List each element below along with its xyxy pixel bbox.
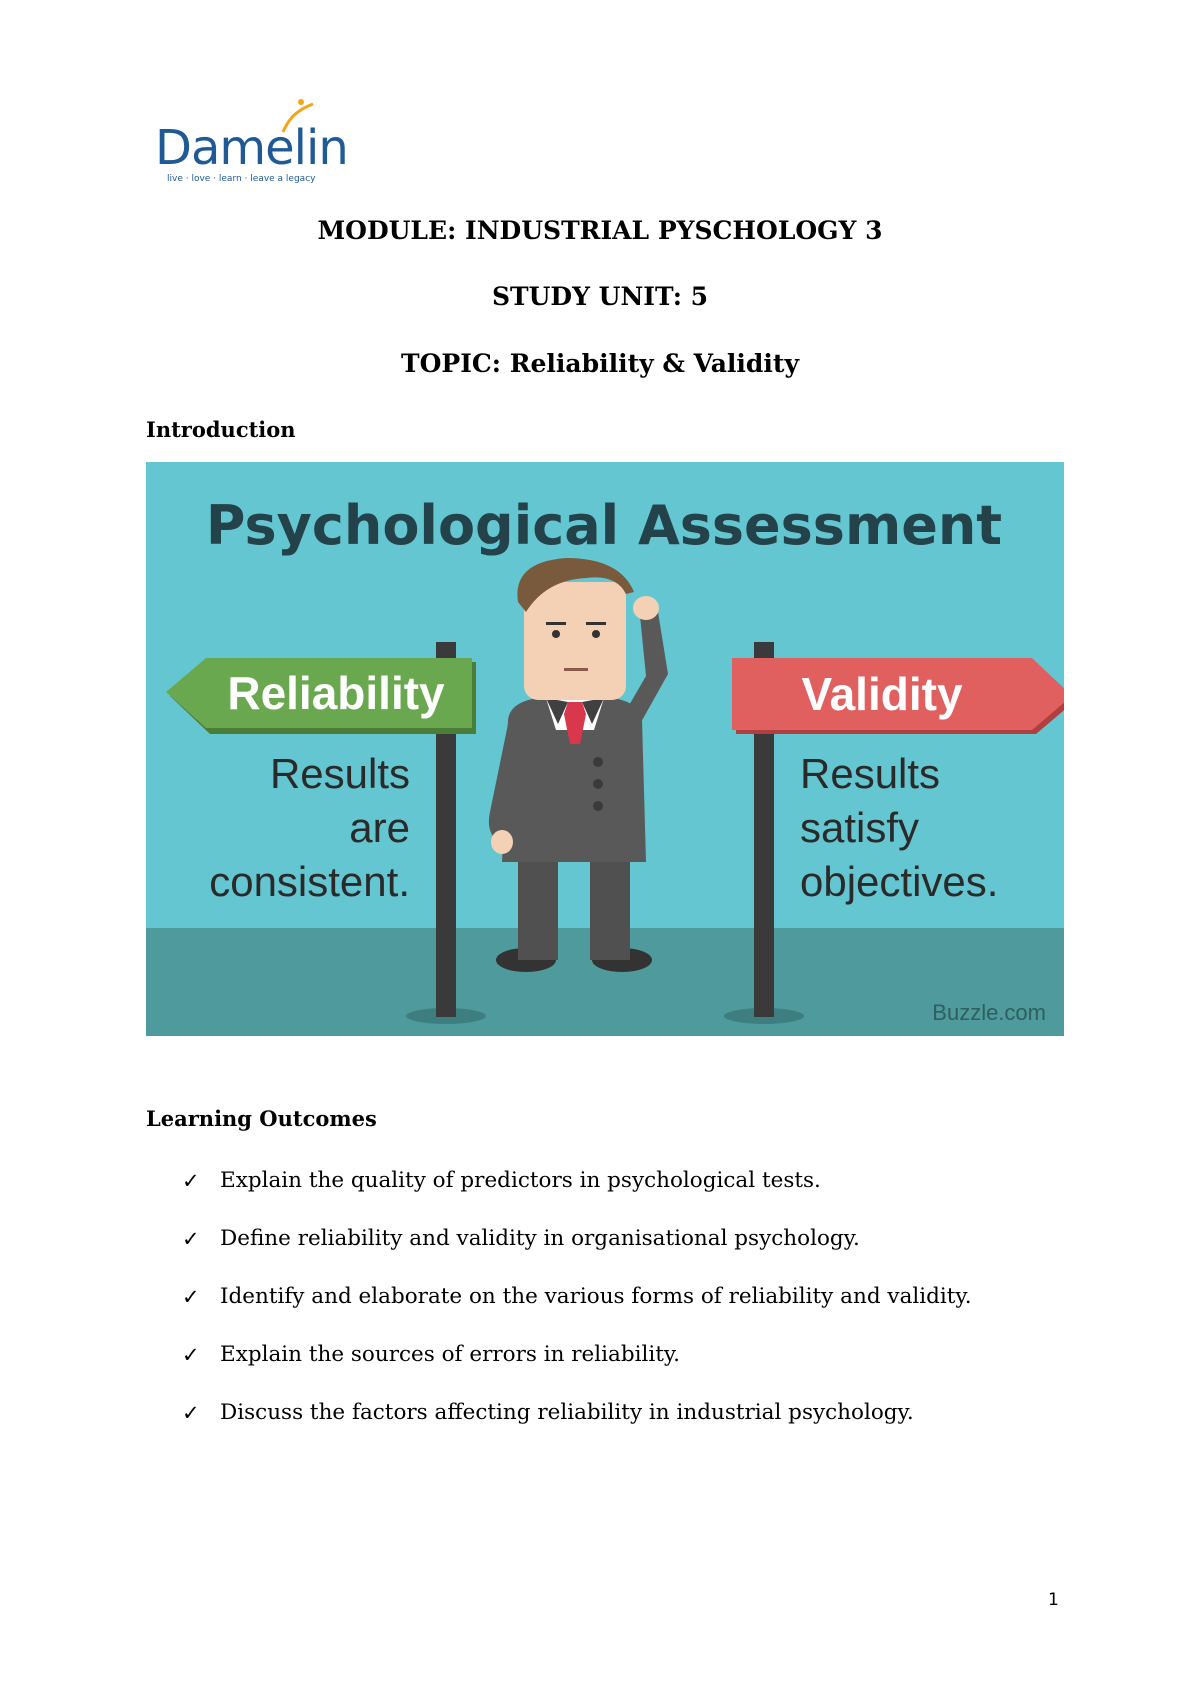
check-icon: ✓ bbox=[182, 1401, 200, 1425]
reliability-sign-label: Reliability bbox=[227, 667, 445, 719]
learning-outcomes-list bbox=[180, 1168, 972, 1458]
validity-sign-label: Validity bbox=[801, 668, 963, 720]
learning-outcomes-title: Learning Outcomes bbox=[146, 1106, 377, 1131]
right-caption-line-1: Results bbox=[800, 750, 941, 797]
check-icon: ✓ bbox=[182, 1285, 200, 1309]
topic-heading: TOPIC: Reliability & Validity bbox=[401, 349, 799, 378]
outcome-text: Explain the quality of predictors in psychological tests. bbox=[220, 1168, 821, 1193]
check-icon: ✓ bbox=[182, 1227, 200, 1251]
right-caption-line-2: satisfy bbox=[800, 804, 920, 851]
list-item bbox=[180, 1226, 972, 1284]
study-unit-heading: STUDY UNIT: 5 bbox=[491, 282, 709, 311]
right-caption-line-3: objectives. bbox=[800, 858, 999, 905]
check-icon: ✓ bbox=[182, 1343, 200, 1367]
logo-tagline: live · love · learn · leave a legacy bbox=[167, 174, 316, 184]
left-caption-line-3: consistent. bbox=[209, 858, 410, 905]
introduction-title: Introduction bbox=[146, 417, 296, 442]
list-item bbox=[180, 1400, 972, 1458]
list-item bbox=[180, 1284, 972, 1342]
list-item bbox=[180, 1168, 972, 1226]
module-heading: MODULE: INDUSTRIAL PYSCHOLOGY 3 bbox=[317, 216, 883, 245]
left-caption-line-2: are bbox=[349, 804, 410, 851]
image-title: Psychological Assessment bbox=[205, 494, 1003, 557]
logo-wordmark: Damelin bbox=[155, 120, 348, 176]
outcome-text: Define reliability and validity in organisational psychology. bbox=[220, 1226, 860, 1251]
outcome-text: Discuss the factors affecting reliability in industrial psychology. bbox=[220, 1400, 914, 1425]
image-credit: Buzzle.com bbox=[932, 1000, 1046, 1025]
outcome-text: Explain the sources of errors in reliability. bbox=[220, 1342, 681, 1367]
outcome-text: Identify and elaborate on the various forms of reliability and validity. bbox=[220, 1284, 972, 1309]
psychological-assessment-image bbox=[146, 462, 1064, 1036]
list-item bbox=[180, 1342, 972, 1400]
check-icon: ✓ bbox=[182, 1169, 200, 1193]
damelin-logo bbox=[155, 96, 348, 192]
page-number: 1 bbox=[1048, 1590, 1059, 1610]
left-caption-line-1: Results bbox=[269, 750, 410, 797]
